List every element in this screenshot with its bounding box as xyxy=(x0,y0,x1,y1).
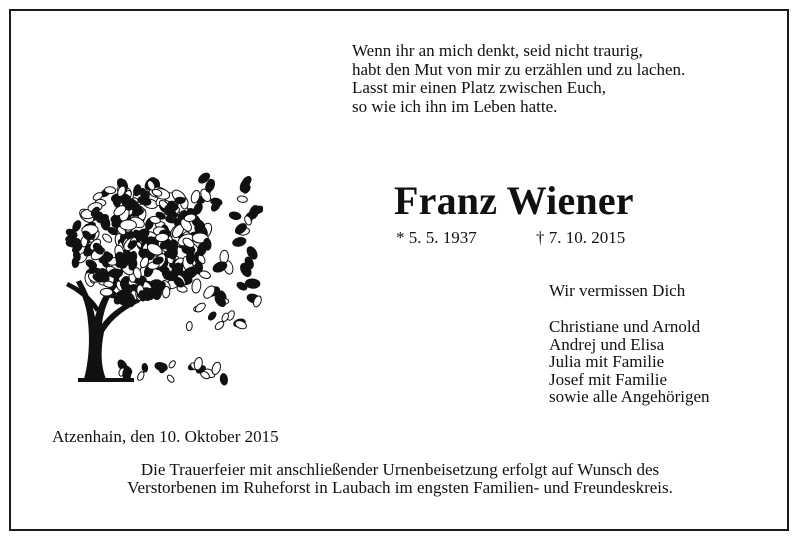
ceremony-notice-line-1: Die Trauerfeier mit anschließender Urnenbeisetzung erfolgt auf Wunsch des xyxy=(140,460,660,479)
poem-line: Lasst mir einen Platz zwischen Euch, xyxy=(352,78,606,97)
deceased-name: Franz Wiener xyxy=(394,178,634,223)
mourner-name: sowie alle Angehörigen xyxy=(549,387,710,406)
poem-line: Wenn ihr an mich denkt, seid nicht traurig, xyxy=(352,41,643,60)
windswept-tree-icon xyxy=(48,162,263,387)
death-date: † 7. 10. 2015 xyxy=(536,228,626,247)
place-and-date: Atzenhain, den 10. Oktober 2015 xyxy=(52,427,279,446)
mourners-heading: Wir vermissen Dich xyxy=(549,281,686,300)
ceremony-notice-line-2: Verstorbenen im Ruheforst in Laubach im engsten Familien- und Freundeskreis. xyxy=(127,478,673,497)
mourner-name: Julia mit Familie xyxy=(549,352,665,371)
poem-line: habt den Mut von mir zu erzählen und zu lachen. xyxy=(352,59,686,79)
mourner-name: Andrej und Elisa xyxy=(549,334,665,354)
memorial-poem xyxy=(352,42,685,116)
mourner-name: Josef mit Familie xyxy=(549,369,668,389)
poem-line: so wie ich ihn im Leben hatte. xyxy=(352,96,558,116)
birth-date: * 5. 5. 1937 xyxy=(396,228,477,247)
mourner-name: Christiane und Arnold xyxy=(549,317,701,336)
mourners-list xyxy=(549,318,710,406)
